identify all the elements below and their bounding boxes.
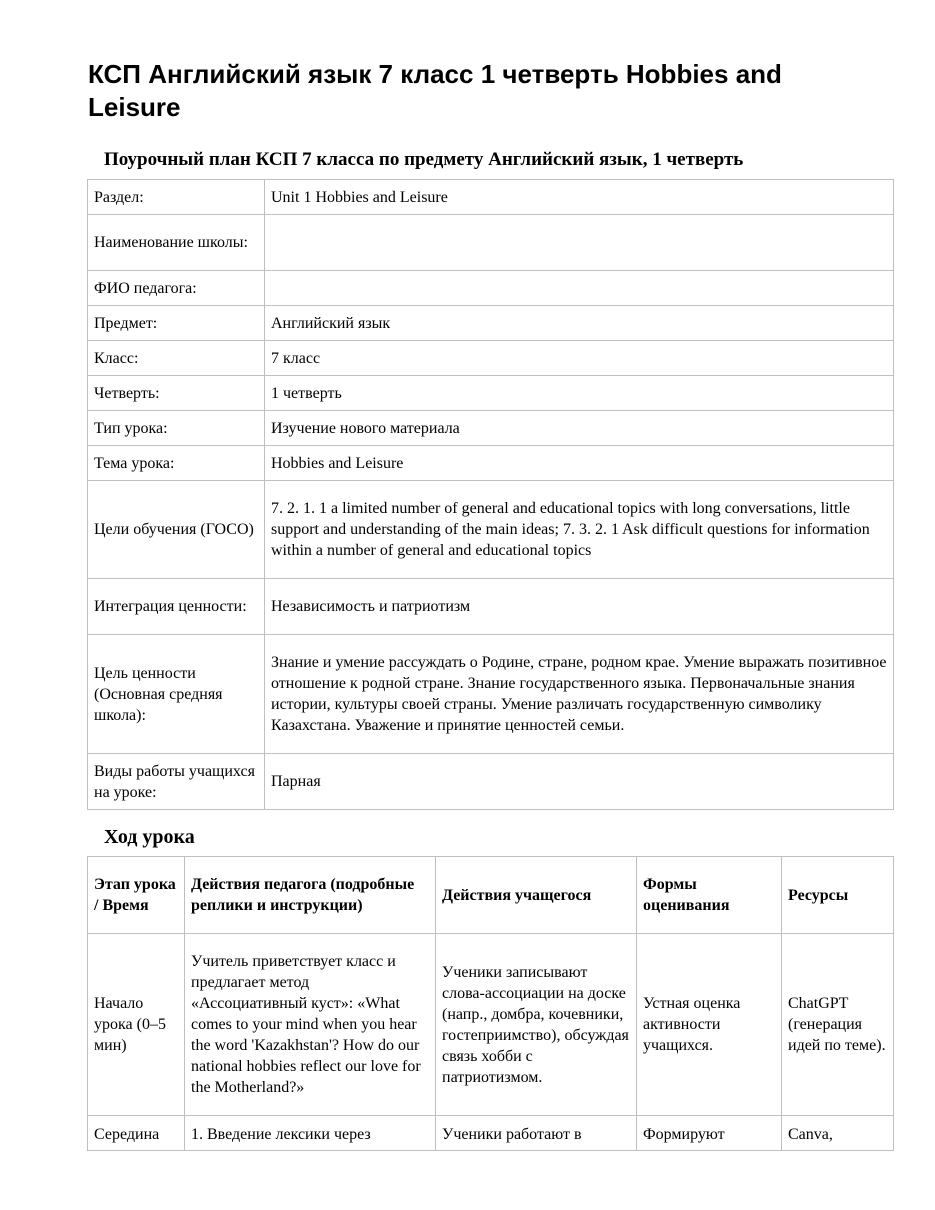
info-label: Класс: (88, 341, 265, 376)
table-row (88, 934, 894, 1116)
lesson-table-header-row (88, 857, 894, 934)
lesson-progress-heading: Ход урока (104, 826, 195, 848)
cell-resources: Canva, (782, 1116, 894, 1151)
info-row-value-integration (88, 579, 894, 635)
info-label: Цель ценности (Основная средняя школа): (88, 635, 265, 754)
document-title: КСП Английский язык 7 класс 1 четверть Hobbies and Leisure (88, 59, 782, 122)
info-row-learning-objectives (88, 481, 894, 579)
info-label: Наименование школы: (88, 215, 265, 271)
header-resources: Ресурсы (782, 857, 894, 934)
info-value: Знание и умение рассуждать о Родине, стране, родном крае. Умение выражать позитивное отношение к родной стране. Знание государственного языка. Первоначальные знания истории, культуры своей страны. Умение различать государственную символику Казахстана. Уважение и принятие ценностей семьи. (265, 635, 894, 754)
cell-teacher-actions: 1. Введение лексики через (185, 1116, 436, 1151)
lesson-info-table (87, 179, 894, 810)
info-value (265, 215, 894, 271)
info-value: Независимость и патриотизм (265, 579, 894, 635)
info-label: Виды работы учащихся на уроке: (88, 754, 265, 810)
info-value: 7 класс (265, 341, 894, 376)
header-stage: Этап урока / Время (88, 857, 185, 934)
info-row-grade (88, 341, 894, 376)
info-value: Парная (265, 754, 894, 810)
cell-assessment: Формируют (637, 1116, 782, 1151)
info-label: Интеграция ценности: (88, 579, 265, 635)
info-value: Изучение нового материала (265, 411, 894, 446)
info-label: Предмет: (88, 306, 265, 341)
info-value: Английский язык (265, 306, 894, 341)
info-value: 7. 2. 1. 1 a limited number of general and educational topics with long conversations, little support and understanding of the main ideas; 7. 3. 2. 1 Ask difficult questions for information within a number of general and educational topics (265, 481, 894, 579)
cell-stage: Начало урока (0–5 мин) (88, 934, 185, 1116)
cell-assessment: Устная оценка активности учащихся. (637, 934, 782, 1116)
info-row-school (88, 215, 894, 271)
info-row-value-goal (88, 635, 894, 754)
info-row-teacher (88, 271, 894, 306)
info-label: Тема урока: (88, 446, 265, 481)
info-row-work-types (88, 754, 894, 810)
header-teacher-actions: Действия педагога (подробные реплики и инструкции) (185, 857, 436, 934)
info-label: ФИО педагога: (88, 271, 265, 306)
info-value: Hobbies and Leisure (265, 446, 894, 481)
info-value: Unit 1 Hobbies and Leisure (265, 180, 894, 215)
table-row (88, 1116, 894, 1151)
header-assessment: Формы оценивания (637, 857, 782, 934)
info-label: Четверть: (88, 376, 265, 411)
info-row-section (88, 180, 894, 215)
cell-student-actions: Ученики работают в (436, 1116, 637, 1151)
info-label: Раздел: (88, 180, 265, 215)
header-student-actions: Действия учащегося (436, 857, 637, 934)
cell-teacher-actions: Учитель приветствует класс и предлагает метод «Ассоциативный куст»: «What comes to your mind when you hear the word 'Kazakhstan'? How do our national hobbies reflect our love for the Motherland?» (185, 934, 436, 1116)
info-value (265, 271, 894, 306)
info-row-lesson-type (88, 411, 894, 446)
lesson-plan-subtitle: Поурочный план КСП 7 класса по предмету Английский язык, 1 четверть (104, 149, 744, 170)
lesson-progress-table (87, 856, 894, 1151)
info-row-lesson-topic (88, 446, 894, 481)
cell-stage: Середина (88, 1116, 185, 1151)
info-value: 1 четверть (265, 376, 894, 411)
cell-student-actions: Ученики записывают слова-ассоциации на доске (напр., домбра, кочевники, гостеприимство), обсуждая связь хобби с патриотизмом. (436, 934, 637, 1116)
cell-resources: ChatGPT (генерация идей по теме). (782, 934, 894, 1116)
info-label: Тип урока: (88, 411, 265, 446)
info-row-subject (88, 306, 894, 341)
info-row-quarter (88, 376, 894, 411)
info-label: Цели обучения (ГОСО) (88, 481, 265, 579)
